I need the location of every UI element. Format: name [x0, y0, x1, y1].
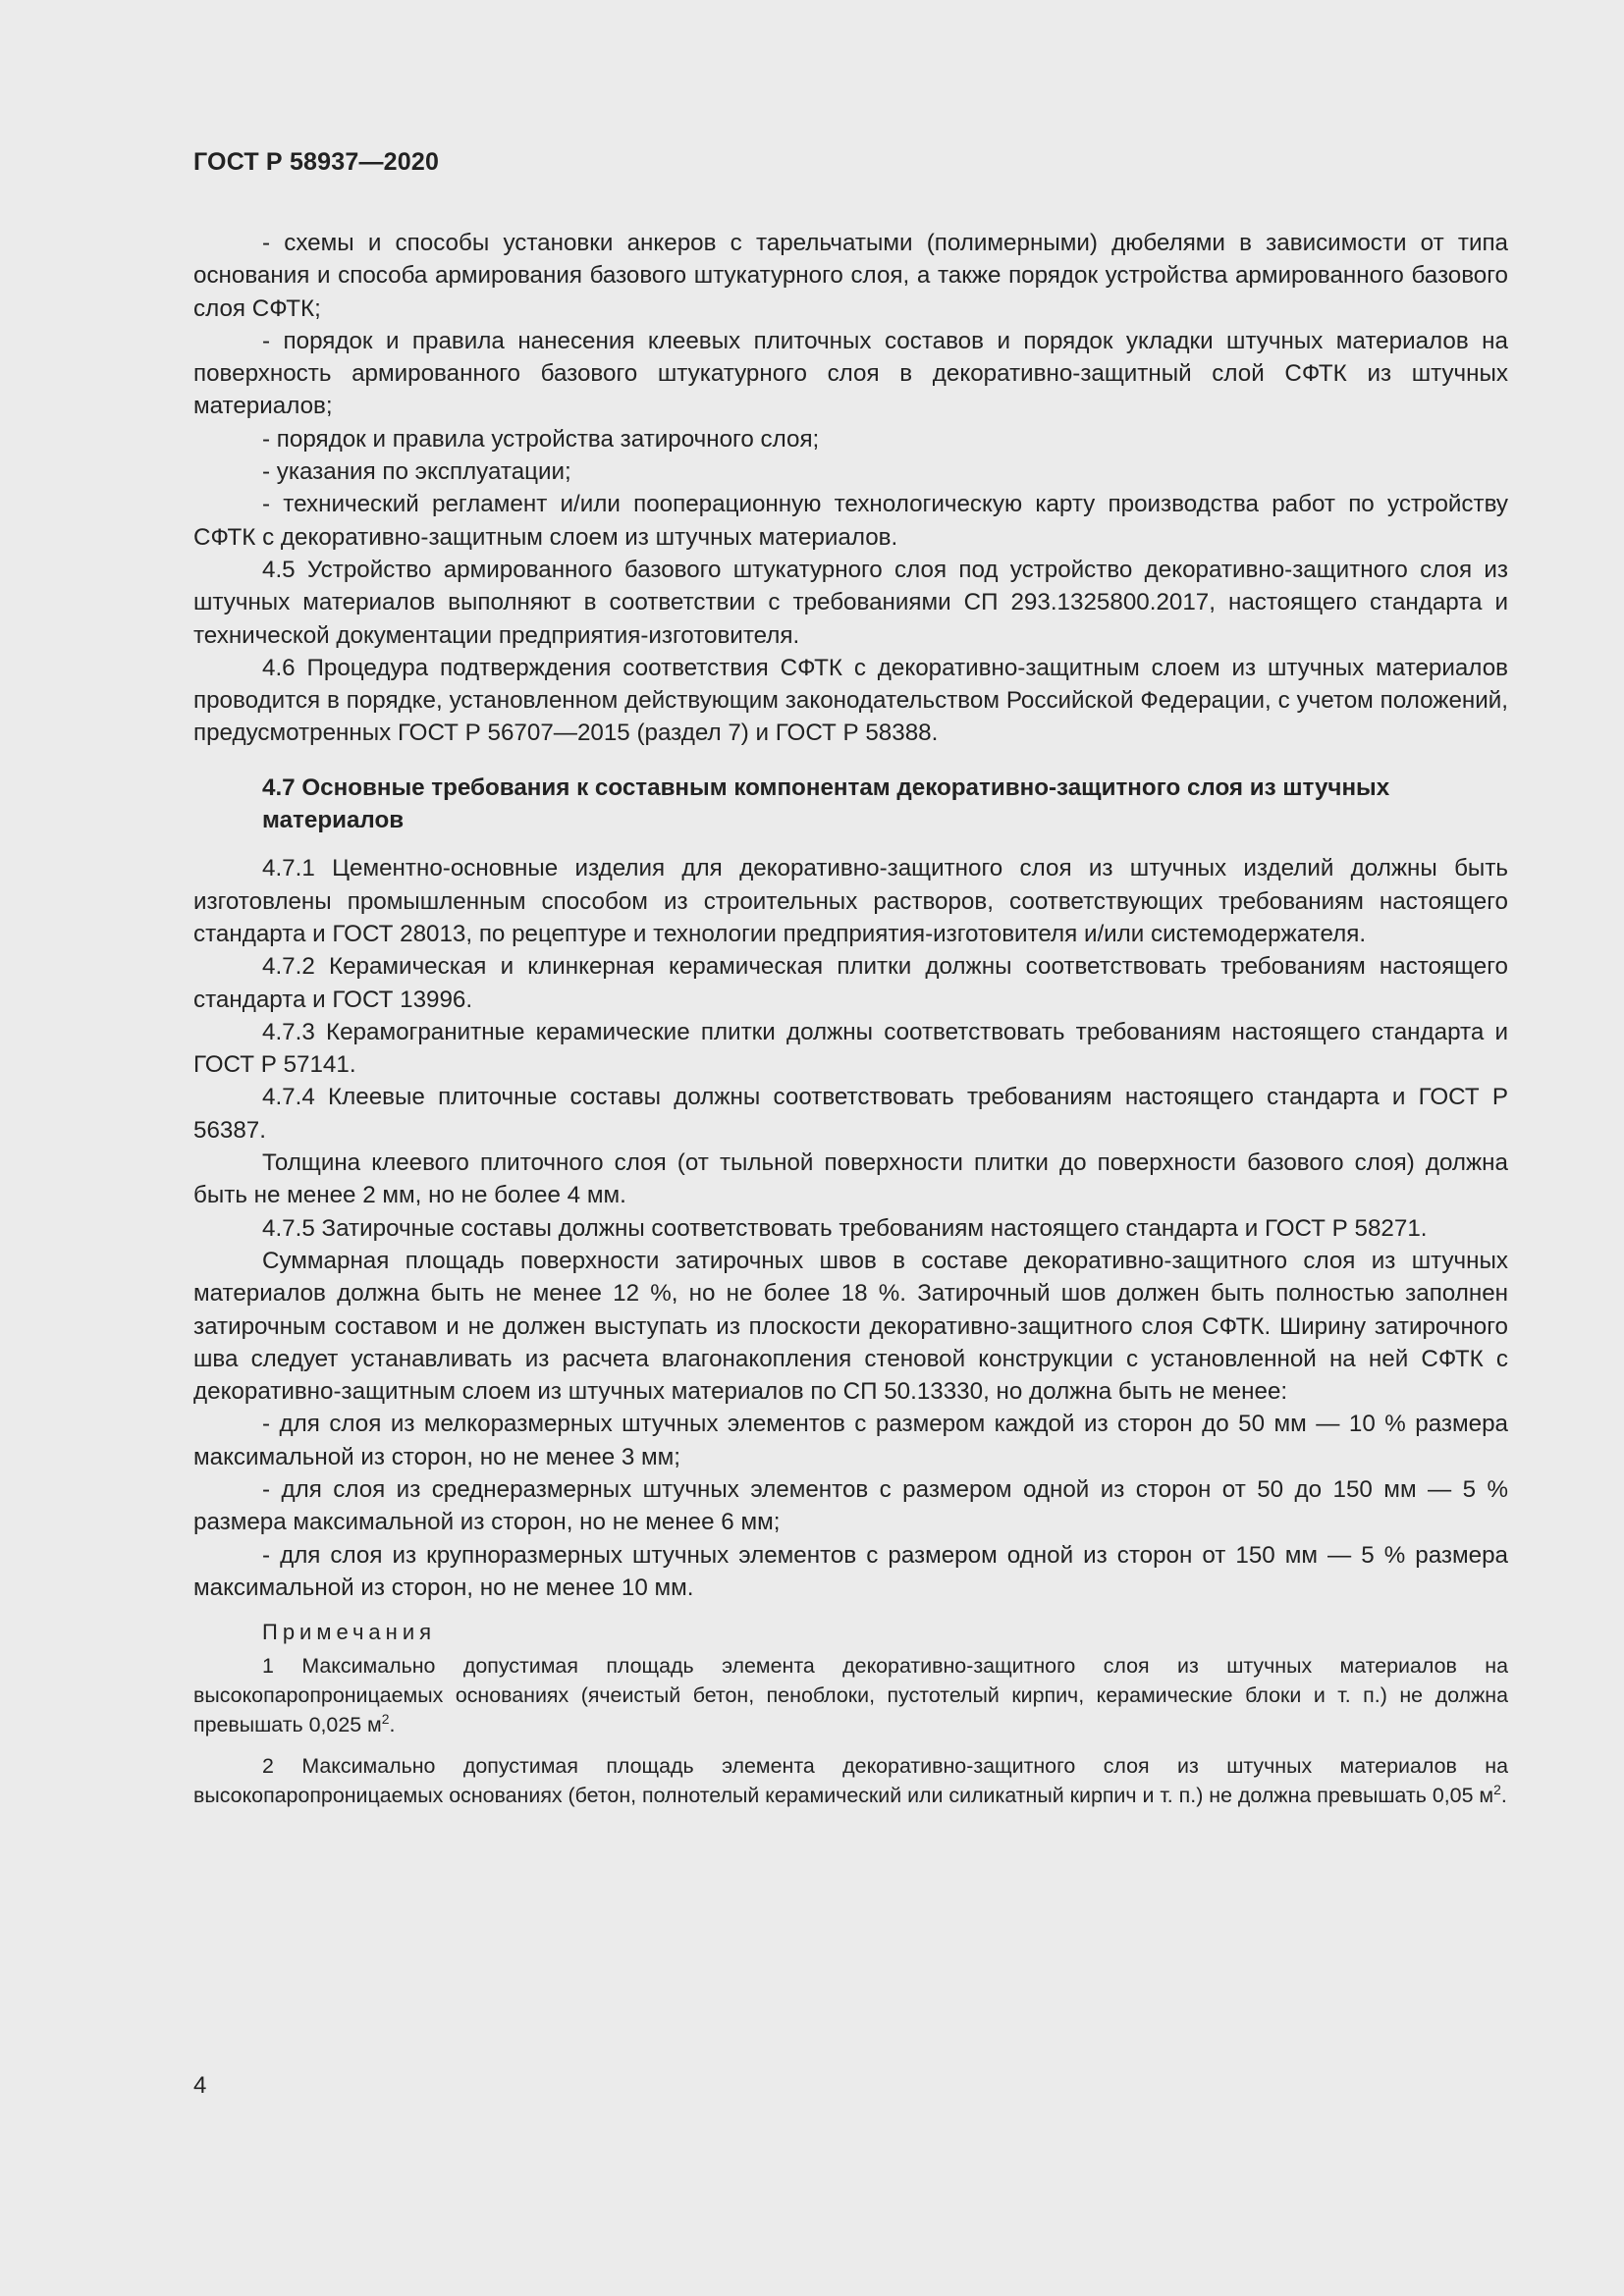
paragraph-4-6: 4.6 Процедура подтверждения соответствия СФТК с декоративно-защитным слоем из штучных материалов проводится в порядке, установленном действующим законодательством Российской Федерации, с учетом положений, предусмотренных ГОСТ Р 56707—2015 (раздел 7) и ГОСТ Р 58388. — [193, 654, 1508, 747]
note-1 — [193, 1651, 1508, 1739]
paragraph: - схемы и способы установки анкеров с тарельчатыми (полимерными) дюбелями в зависимости от типа основания и способа армирования базового штукатурного слоя, а также порядок устройства армированного базового слоя СФТК; — [193, 230, 1508, 322]
paragraph-4-7-3: 4.7.3 Керамогранитные керамические плитки должны соответствовать требованиям настоящего стандарта и ГОСТ Р 57141. — [193, 1018, 1508, 1079]
list-item: - для слоя из крупноразмерных штучных элементов с размером одной из сторон от 150 мм — 5 % размера максимальной из сторон, но не менее 10 мм. — [193, 1541, 1508, 1601]
note-end: . — [389, 1713, 396, 1737]
notes-title: Примечания — [262, 1620, 437, 1645]
list-item: - для слоя из среднеразмерных штучных элементов с размером одной из сторон от 50 до 150 мм — 5 % размера максимальной из сторон, но не менее 6 мм; — [193, 1475, 1508, 1536]
paragraph: Толщина клеевого плиточного слоя (от тыльной поверхности плитки до поверхности базового слоя) должна быть не менее 2 мм, но не более 4 мм. — [193, 1149, 1508, 1209]
note-text: 2 Максимально допустимая площадь элемента декоративно-защитного слоя из штучных материалов на высокопаропроницаемых основаниях (бетон, полнотелый керамический или силикатный кирпич и т. п.) не должна превышать 0,05 м — [193, 1754, 1508, 1808]
paragraph-4-7-1: 4.7.1 Цементно-основные изделия для декоративно-защитного слоя из штучных изделий должны быть изготовлены промышленным способом из строительных растворов, соответствующих требованиям настоящего стандарта и ГОСТ 28013, по рецептуре и технологии предприятия-изготовителя и/или системодержателя. — [193, 855, 1508, 947]
document-body — [193, 227, 1508, 1810]
standard-header: ГОСТ Р 58937—2020 — [193, 148, 440, 176]
section-heading-4-7: 4.7 Основные требования к составным компонентам декоративно-защитного слоя из штучных материалов — [262, 774, 1390, 834]
paragraph: - технический регламент и/или пооперационную технологическую карту производства работ по устройству СФТК с декоративно-защитным слоем из штучных материалов. — [193, 491, 1508, 551]
paragraph-4-7-5: 4.7.5 Затирочные составы должны соответствовать требованиям настоящего стандарта и ГОСТ Р 58271. — [262, 1214, 1428, 1242]
note-text: 1 Максимально допустимая площадь элемента декоративно-защитного слоя из штучных материалов на высокопаропроницаемых основаниях (ячеистый бетон, пеноблоки, пустотелый кирпич, керамические блоки и т. п.) не должна превышать 0,025 м — [193, 1654, 1508, 1737]
paragraph-4-7-4: 4.7.4 Клеевые плиточные составы должны соответствовать требованиям настоящего стандарта и ГОСТ Р 56387. — [193, 1084, 1508, 1144]
page-number: 4 — [193, 2072, 207, 2099]
note-end: . — [1500, 1784, 1507, 1808]
list-item: - для слоя из мелкоразмерных штучных элементов с размером каждой из сторон до 50 мм — 10 % размера максимальной из сторон, но не менее 3 мм; — [193, 1411, 1508, 1470]
paragraph: - указания по эксплуатации; — [262, 458, 571, 486]
superscript: 2 — [1493, 1782, 1501, 1798]
paragraph: - порядок и правила нанесения клеевых плиточных составов и порядок укладки штучных материалов на поверхность армированного базового штукатурного слоя в декоративно-защитный слой СФТК из штучных материалов; — [193, 327, 1508, 420]
superscript: 2 — [381, 1711, 390, 1728]
paragraph-4-5: 4.5 Устройство армированного базового штукатурного слоя под устройство декоративно-защитного слоя из штучных материалов выполняют в соответствии с требованиями СП 293.1325800.2017, настоящего стандарта и технической документации предприятия-изготовителя. — [193, 556, 1508, 649]
paragraph-4-7-2: 4.7.2 Керамическая и клинкерная керамическая плитки должны соответствовать требованиям настоящего стандарта и ГОСТ 13996. — [193, 953, 1508, 1013]
note-2 — [193, 1751, 1508, 1810]
paragraph: - порядок и правила устройства затирочного слоя; — [262, 425, 820, 453]
paragraph: Суммарная площадь поверхности затирочных швов в составе декоративно-защитного слоя из штучных материалов должна быть не менее 12 %, но не более 18 %. Затирочный шов должен быть полностью заполнен затирочным составом и не должен выступать из плоскости декоративно-защитного слоя СФТК. Ширину затирочного шва следует устанавливать из расчета влагонакопления стеновой конструкции с установленной на ней СФТК с декоративно-защитным слоем из штучных материалов по СП 50.13330, но должна быть не менее: — [193, 1247, 1508, 1406]
